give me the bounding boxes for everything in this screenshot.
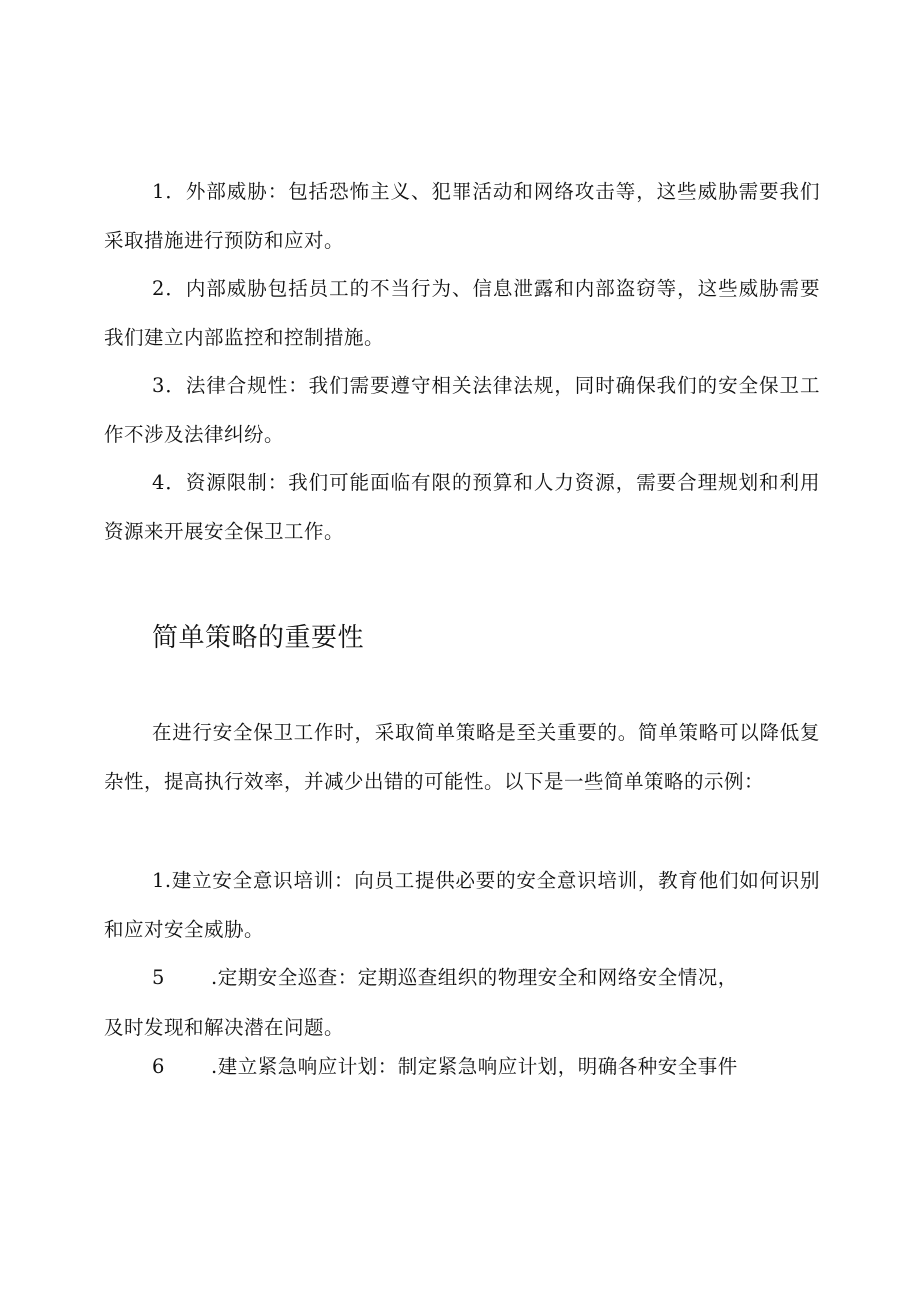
section-heading: 简单策略的重要性 (152, 623, 365, 653)
threat-item-external: 1．外部威胁：包括恐怖主义、犯罪活动和网络攻击等，这些威胁需要我们采取措施进行预防和应对。 (104, 180, 820, 252)
intro-paragraph: 在进行安全保卫工作时，采取简单策略是至关重要的。简单策略可以降低复杂性，提高执行效率，并减少出错的可能性。以下是一些简单策略的示例： (104, 721, 820, 793)
threat-item-legal: 3．法律合规性：我们需要遵守相关法律法规，同时确保我们的安全保卫工作不涉及法律纠纷。 (104, 374, 820, 446)
strategy-item-training: 1.建立安全意识培训：向员工提供必要的安全意识培训，教育他们如何识别和应对安全威胁。 (104, 869, 820, 941)
strategy-item-emergency-line1: .建立紧急响应计划：制定紧急响应计划，明确各种安全事件 (211, 1055, 738, 1078)
strategy-item-patrol-number (152, 953, 165, 1002)
threat-item-internal: 2．内部威胁包括员工的不当行为、信息泄露和内部盗窃等，这些威胁需要我们建立内部监控和控制措施。 (104, 277, 820, 349)
strategy-item-patrol-line2: 及时发现和解决潜在问题。 (104, 1016, 345, 1039)
strategy-item-emergency-number (152, 1042, 165, 1091)
list-number: 6 (152, 1055, 165, 1078)
strategy-item-patrol-line1: .定期安全巡查：定期巡查组织的物理安全和网络安全情况， (211, 966, 738, 989)
list-number: 5 (152, 966, 165, 989)
threat-item-resources: 4．资源限制：我们可能面临有限的预算和人力资源，需要合理规划和利用资源来开展安全保卫工作。 (104, 471, 820, 543)
